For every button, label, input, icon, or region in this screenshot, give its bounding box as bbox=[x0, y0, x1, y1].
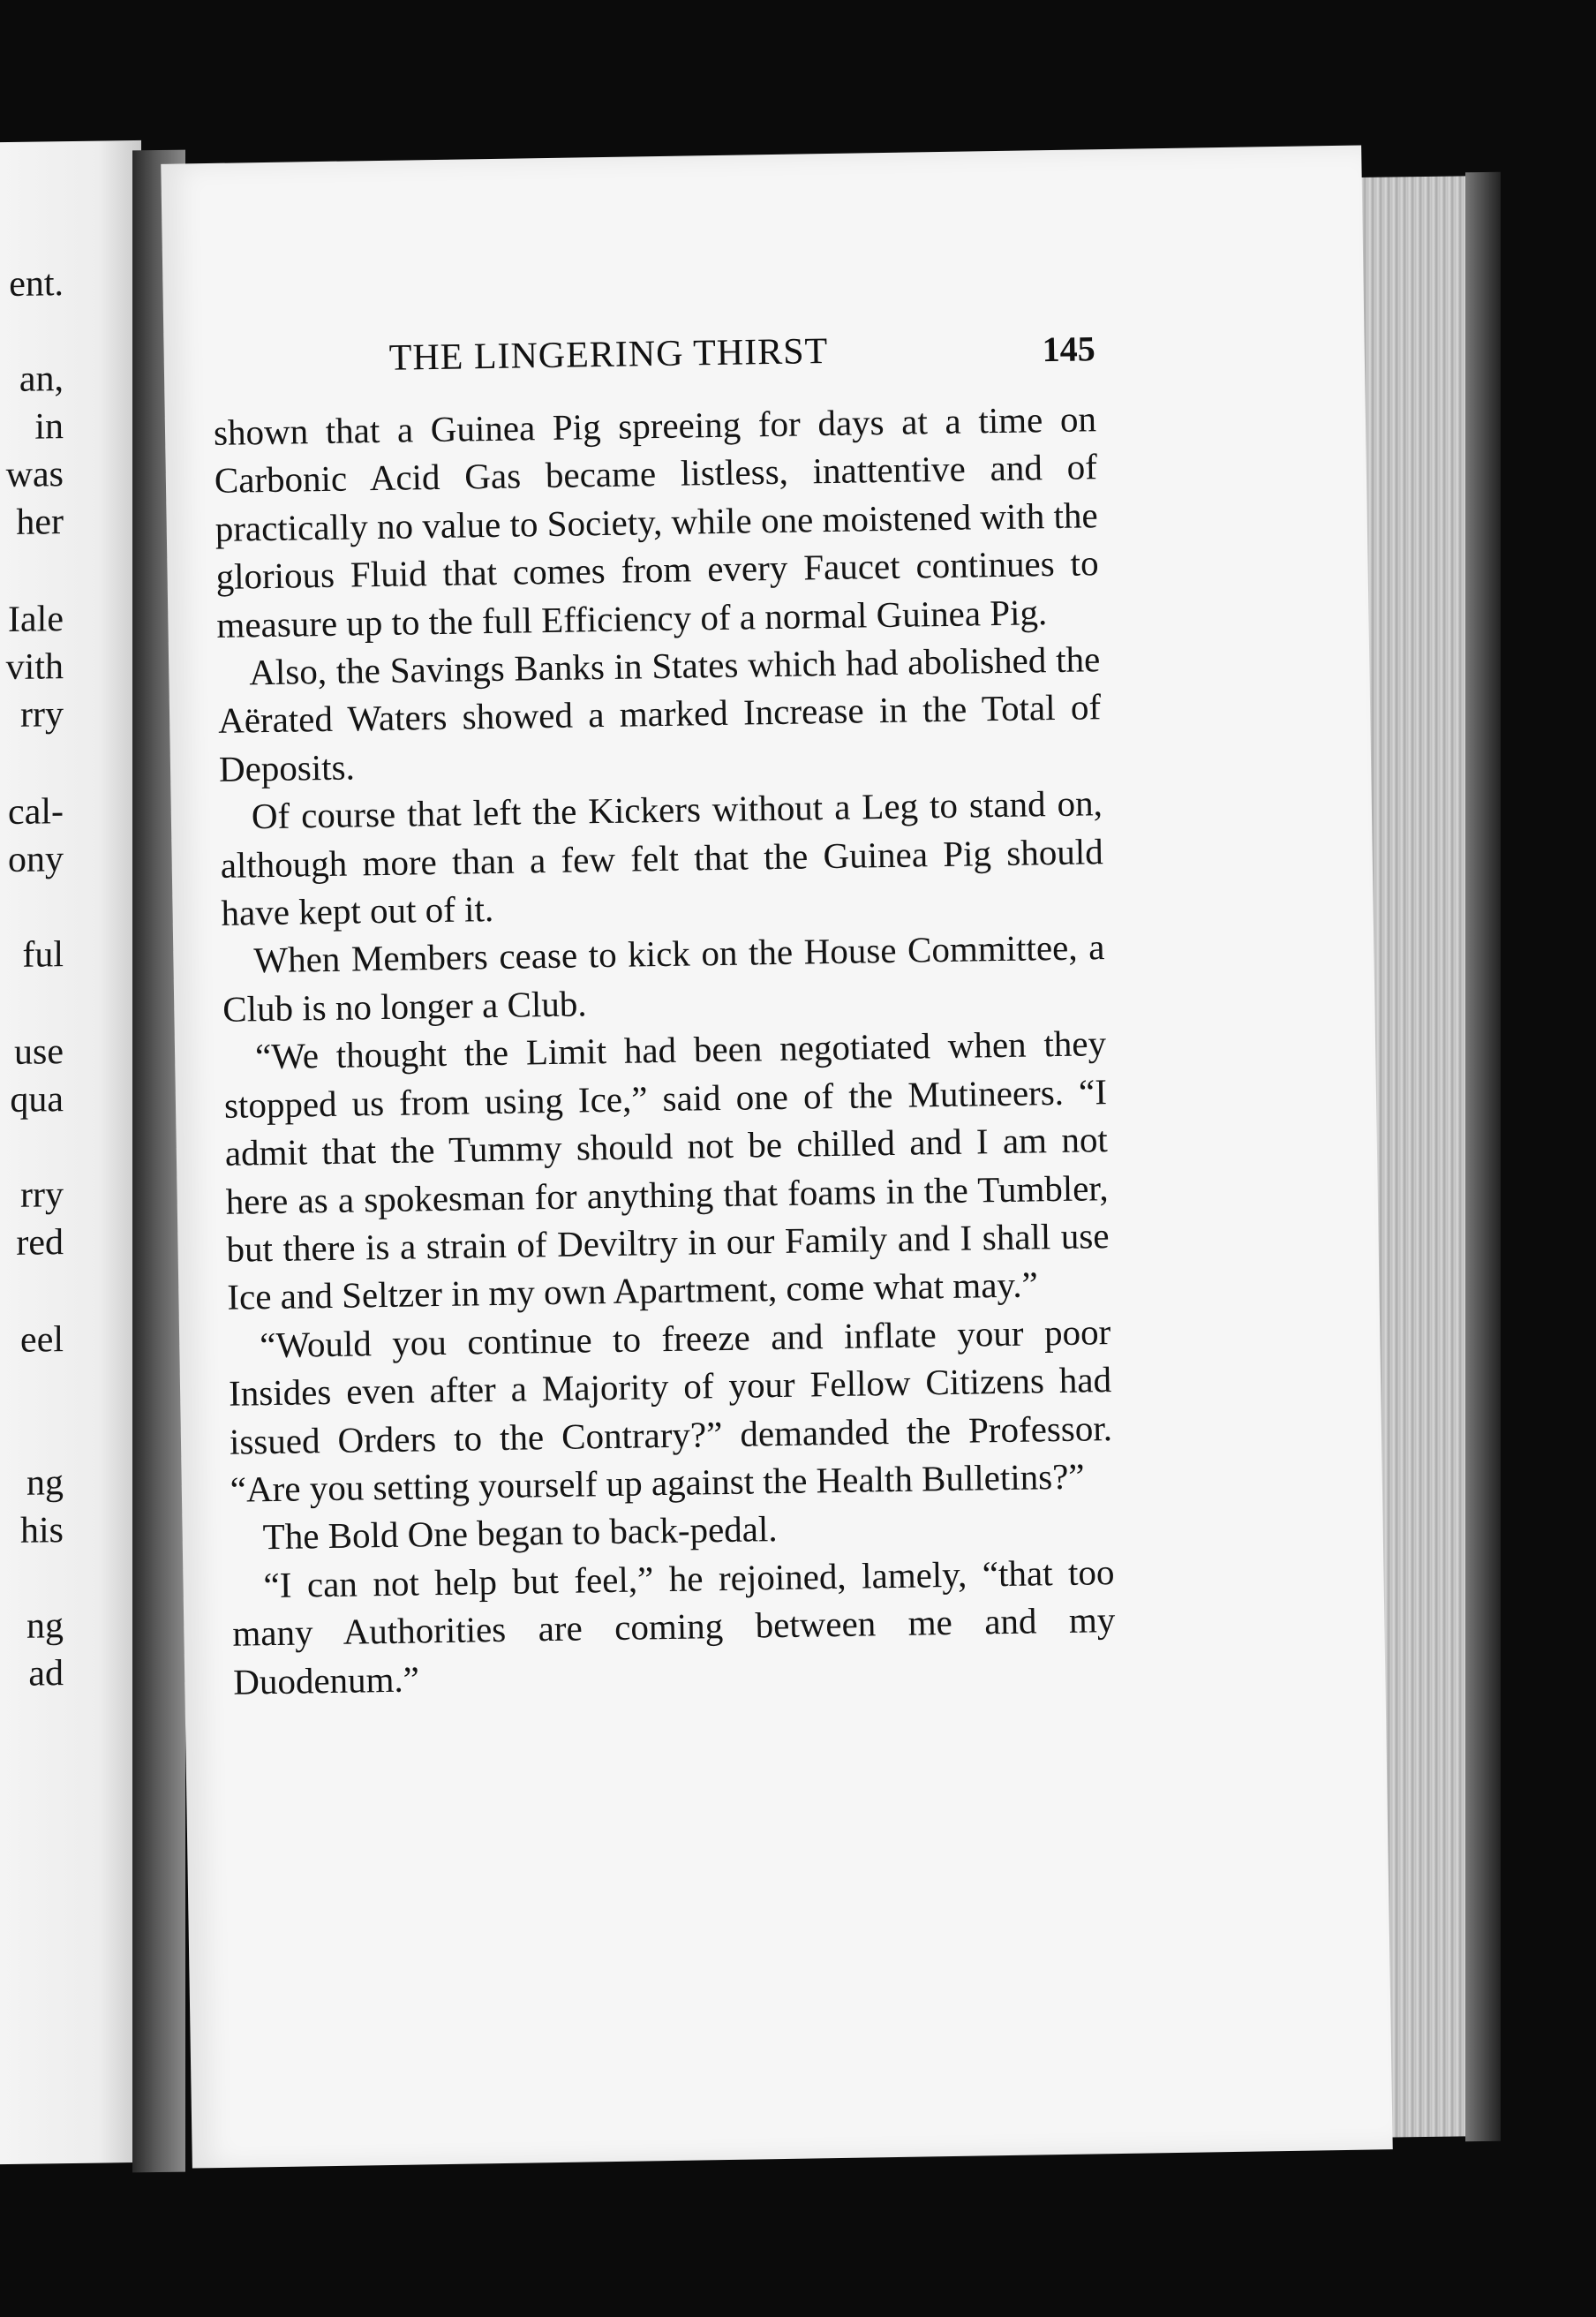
body-text bbox=[214, 395, 1117, 1705]
previous-page-text bbox=[0, 140, 141, 2164]
paragraph: shown that a Guinea Pig spreeing for days at a time on Carbonic Acid Gas became listless, inattentive and of practically no value to Society, while one moistened with the glorious Fluid that comes from every Faucet continues to measure up to the full Efficiency of a normal Guinea Pig. bbox=[213, 398, 1099, 645]
paragraph: Of course that left the Kickers without a Leg to stand on, although more than a few felt that the Guinea Pig should have kept out of it. bbox=[220, 782, 1103, 933]
line-fragment: ony bbox=[8, 839, 64, 880]
line-fragment: her bbox=[16, 502, 64, 543]
line-fragment: was bbox=[5, 454, 64, 496]
running-title: THE LINGERING THIRST bbox=[388, 330, 829, 379]
page-edges-shadow bbox=[1465, 172, 1501, 2142]
line-fragment: rry bbox=[20, 1174, 64, 1216]
line-fragment: red bbox=[16, 1222, 64, 1264]
paragraph: “Would you continue to freeze and inflate your poor Insides even after a Majority of your Fellow Citizens had issued Orders to the Contrary?” demanded the Professor. “Are you setting yourself up against the Health Bulletins?” bbox=[228, 1310, 1113, 1510]
line-fragment: his bbox=[19, 1510, 64, 1551]
line-fragment: in bbox=[34, 406, 64, 448]
page-content bbox=[212, 326, 1116, 1705]
paragraph: The Bold One began to back-pedal. bbox=[262, 1508, 778, 1558]
paragraph: “I can not help but feel,” he rejoined, lamely, “that too many Authorities are coming between me and my Duodenum.” bbox=[232, 1551, 1116, 1702]
line-fragment: an, bbox=[19, 358, 64, 400]
line-fragment: eel bbox=[20, 1319, 64, 1361]
line-fragment: ng bbox=[26, 1605, 64, 1647]
line-fragment: use bbox=[14, 1031, 64, 1073]
paragraph: When Members cease to kick on the House Committee, a Club is no longer a Club. bbox=[222, 926, 1105, 1030]
paragraph: Also, the Savings Banks in States which had abolished the Aërated Waters showed a marked Increase in the Total of Deposits. bbox=[217, 638, 1102, 789]
book-page bbox=[161, 145, 1392, 2168]
line-fragment: ad bbox=[28, 1653, 64, 1694]
running-head bbox=[212, 326, 1095, 402]
line-fragment: ent. bbox=[9, 263, 64, 305]
paragraph: “We thought the Limit had been negotiated when they stopped us from using Ice,” said one of the Mutineers. “I admit that the Tummy should not be chilled and I am not here as a spokesman for anything that foams in the Tumbler, but there is a strain of Deviltry in our Family and I shall use Ice and Seltzer in my own Apartment, come what may.” bbox=[223, 1023, 1110, 1318]
previous-page bbox=[0, 140, 141, 2164]
page-number: 145 bbox=[1042, 328, 1096, 370]
line-fragment: Iale bbox=[8, 599, 64, 640]
line-fragment: ful bbox=[22, 934, 64, 976]
line-fragment: cal- bbox=[8, 791, 64, 833]
line-fragment: ng bbox=[26, 1462, 64, 1504]
line-fragment: rry bbox=[20, 694, 64, 736]
line-fragment: qua bbox=[10, 1079, 64, 1121]
line-fragment: vith bbox=[5, 646, 64, 689]
